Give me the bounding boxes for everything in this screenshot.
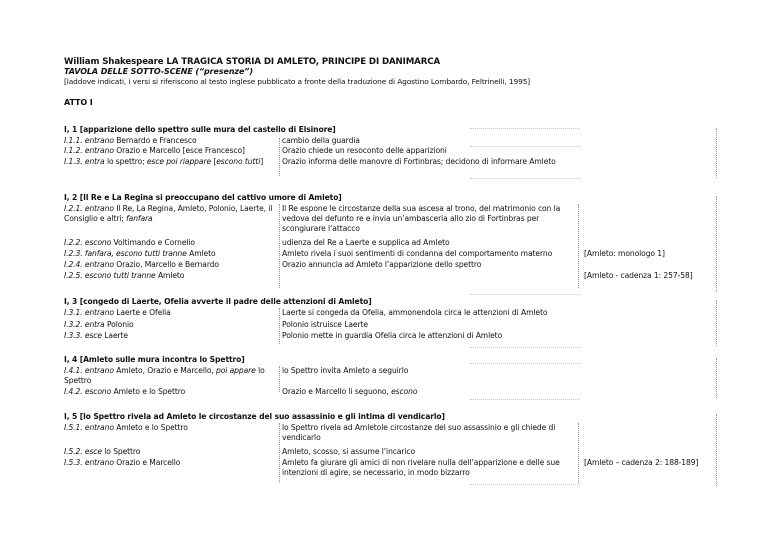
row-divider	[470, 128, 580, 129]
table-row	[64, 331, 276, 341]
stage-verb: escono	[84, 238, 112, 247]
table-row	[64, 204, 276, 224]
row-id: I.1.2.	[64, 146, 83, 155]
column-divider	[279, 308, 280, 344]
stage-text: Amleto	[186, 249, 216, 258]
row-id: I.2.5.	[64, 271, 83, 280]
row-divider	[470, 363, 580, 364]
scene-action: Amleto fa giurare gli amici di non rivelare nulla dell’apparizione e delle sue intenzioni di agire, se necessario, in modo bizzarro	[282, 458, 560, 477]
scene-action: Orazio chiede un resoconto delle apparizioni	[282, 146, 447, 155]
stage-verb: entrano	[84, 366, 114, 375]
scene-action: Orazio annuncia ad Amleto l’apparizione dello spettro	[282, 260, 482, 269]
table-row	[64, 157, 284, 167]
column-divider	[716, 414, 717, 486]
column-divider	[279, 204, 280, 288]
column-divider	[716, 196, 717, 292]
scene-action	[282, 387, 572, 397]
stage-text: lo spettro;	[104, 157, 147, 166]
stage-text: Il Re, La Regina, Amleto, Polonio, Laerte, il Consiglio e altri;	[64, 204, 273, 223]
row-divider	[470, 178, 580, 179]
stage-verb: entra	[84, 157, 105, 166]
stage-text: Amleto e lo Spettro	[113, 423, 188, 432]
document-title: William Shakespeare LA TRAGICA STORIA DI AMLETO, PRINCIPE DI DANIMARCA	[64, 57, 440, 67]
stage-text: Orazio e Marcello [esce Francesco]	[113, 146, 245, 155]
column-divider	[716, 358, 717, 398]
scene-action: Il Re espone le circostanze della sua ascesa al trono, del matrimonio con la vedova del defunto re e invia un’ambasceria allo zio di Fortinbras per scongiurare l’attacco	[282, 204, 561, 233]
stage-text: lo Spettro	[101, 447, 141, 456]
stage-text: Orazio e Marcello	[113, 458, 181, 467]
column-divider	[578, 204, 579, 288]
row-id: I.5.1.	[64, 423, 83, 432]
scene-note: [Amleto: monologo 1]	[584, 249, 665, 258]
stage-text: Laerte e Ofelia	[113, 308, 171, 317]
scene-action: Polonio mette in guardia Ofelia circa le attenzioni di Amleto	[282, 331, 503, 340]
column-divider	[279, 423, 280, 483]
row-id: I.4.1.	[64, 366, 83, 375]
stage-verb: escono	[84, 387, 112, 396]
stage-verb: esce poi riappare	[146, 157, 212, 166]
scene-heading: I, 5 [lo Spettro rivela ad Amleto le circostanze del suo assassinio e gli intima di vendicarlo]	[64, 412, 445, 421]
column-divider	[716, 300, 717, 346]
stage-text: Amleto, Orazio e Marcello,	[113, 366, 217, 375]
row-divider	[470, 294, 580, 295]
scene-action: Amleto rivela i suoi sentimenti di condanna del comportamento materno	[282, 249, 553, 258]
stage-verb: entrano	[84, 423, 114, 432]
table-row	[64, 136, 276, 146]
scene-note: [Amleto – cadenza 2: 188-189]	[584, 458, 699, 467]
scene-heading: I, 4 [Amleto sulle mura incontra lo Spettro]	[64, 355, 245, 364]
scene-heading: I, 3 [congedo di Laerte, Ofelia avverte il padre delle attenzioni di Amleto]	[64, 297, 372, 306]
table-row	[64, 387, 276, 397]
scene-heading: I, 2 [Il Re e La Regina si preoccupano del cattivo umore di Amleto]	[64, 193, 342, 202]
scene-action: udienza del Re a Laerte e supplica ad Amleto	[282, 238, 450, 247]
stage-verb: entrano	[84, 308, 114, 317]
stage-verb: entrano	[84, 458, 114, 467]
table-row	[64, 320, 276, 330]
row-id: I.3.1.	[64, 308, 83, 317]
scene-action: Amleto, scosso, si assume l’incarico	[282, 447, 416, 456]
column-divider	[716, 128, 717, 178]
row-id: I.3.2.	[64, 320, 83, 329]
stage-verb: entrano	[84, 136, 114, 145]
stage-text: [	[211, 157, 217, 166]
scene-action: lo Spettro rivela ad Amletole circostanze del suo assassinio e gli chiede di vendicarlo	[282, 423, 556, 442]
column-divider	[279, 366, 280, 392]
row-id: I.3.3.	[64, 331, 83, 340]
row-id: I.4.2.	[64, 387, 83, 396]
document-note: [laddove indicati, i versi si riferiscono al testo inglese pubblicato a fronte della traduzione di Agostino Lombardo, Feltrinelli, 1995]	[64, 77, 531, 86]
stage-text: Voltimando e Cornelio	[111, 238, 195, 247]
row-id: I.2.4.	[64, 260, 83, 269]
scene-action: Orazio informa delle manovre di Fortinbras; decidono di informare Amleto	[282, 157, 556, 166]
stage-text: Orazio, Marcello e Bernardo	[113, 260, 219, 269]
row-id: I.5.2.	[64, 447, 83, 456]
stage-verb: fanfara	[126, 214, 153, 223]
document-subtitle: TAVOLA DELLE SOTTO-SCENE (“presenze”)	[64, 67, 253, 76]
row-id: I.2.1.	[64, 204, 83, 213]
table-row	[64, 238, 276, 248]
stage-verb: fanfara, escono tutti tranne	[84, 249, 187, 258]
row-divider	[470, 399, 580, 400]
stage-verb: entra	[84, 320, 105, 329]
stage-verb: entrano	[84, 146, 114, 155]
stage-verb: entrano	[84, 204, 114, 213]
table-row	[64, 249, 276, 259]
stage-text: Bernardo e Francesco	[113, 136, 197, 145]
stage-verb: poi appare	[216, 366, 256, 375]
scene-action: Laerte si congeda da Ofelia, ammonendola circa le attenzioni di Amleto	[282, 308, 548, 317]
stage-verb: escono tutti tranne	[84, 271, 156, 280]
scene-note: [Amleto - cadenza 1: 257-58]	[584, 271, 693, 280]
stage-text: Amleto e lo Spettro	[111, 387, 186, 396]
row-id: I.1.3.	[64, 157, 83, 166]
row-id: I.5.3.	[64, 458, 83, 467]
table-row	[64, 458, 276, 468]
table-row	[64, 366, 276, 386]
row-divider	[470, 484, 580, 485]
stage-text: Polonio	[104, 320, 134, 329]
table-row	[64, 146, 276, 156]
row-id: I.1.1.	[64, 136, 83, 145]
table-row	[64, 447, 276, 457]
row-divider	[470, 347, 580, 348]
table-row	[64, 423, 276, 433]
stage-verb: entrano	[84, 260, 114, 269]
table-row	[64, 271, 276, 281]
scene-heading: I, 1 [apparizione dello spettro sulle mura del castello di Elsinore]	[64, 125, 336, 134]
row-id: I.2.2.	[64, 238, 83, 247]
stage-text: lo Spettro	[64, 366, 265, 385]
action-verb: escono	[391, 387, 418, 396]
stage-text: ]	[260, 157, 264, 166]
act-heading: ATTO I	[64, 98, 93, 107]
column-divider	[578, 423, 579, 483]
table-row	[64, 260, 276, 270]
scene-action: Polonio istruisce Laerte	[282, 320, 368, 329]
table-row	[64, 308, 276, 318]
stage-verb: esce	[84, 331, 102, 340]
stage-verb: esce	[84, 447, 102, 456]
stage-verb: escono tutti	[216, 157, 261, 166]
stage-text: Laerte	[101, 331, 128, 340]
stage-text: Amleto	[155, 271, 185, 280]
action-text: Orazio e Marcello li seguono,	[282, 387, 392, 396]
scene-action: cambio della guardia	[282, 136, 360, 145]
row-id: I.2.3.	[64, 249, 83, 258]
scene-action: lo Spettro invita Amleto a seguirlo	[282, 366, 409, 375]
